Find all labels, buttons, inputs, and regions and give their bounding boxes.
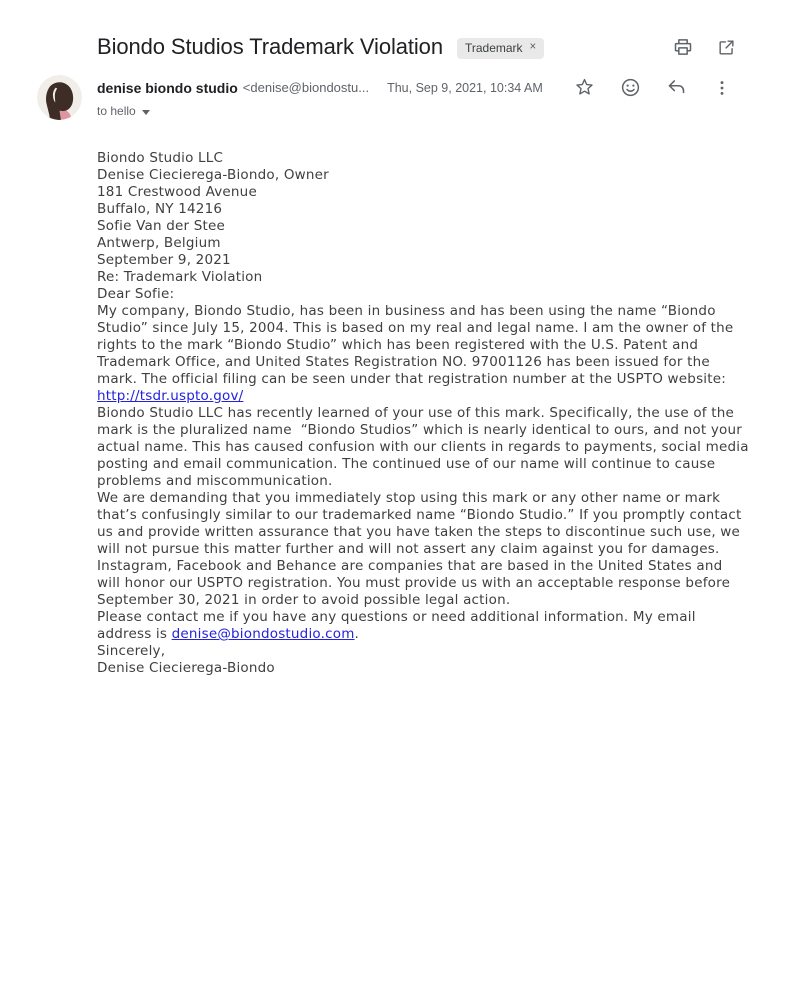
- closing: Sincerely,: [97, 643, 166, 659]
- from-line: Buffalo, NY 14216: [97, 201, 223, 217]
- date-block: [97, 252, 749, 286]
- letter-date: September 9, 2021: [97, 252, 231, 268]
- paragraph-4: Please contact me if you have any questions or need additional information. My email address is denise@biondostudio.com.: [97, 609, 696, 642]
- header-main: [97, 75, 732, 120]
- subject-row: [0, 0, 800, 60]
- recipient-dropdown[interactable]: [97, 104, 150, 118]
- email-body: [97, 150, 754, 677]
- label-chip-trademark[interactable]: [457, 38, 544, 59]
- recipient-label: to hello: [97, 104, 136, 118]
- paragraph-2: Biondo Studio LLC has recently learned of your use of this mark. Specifically, the use of the mark is the pluralized name “Biondo Studios” which is nearly identical to ours, and not your actual name. This has caused confusion with our clients in regards to payments, social media posting and email communication. The continued use of our name will continue to cause problems and miscommunication.: [97, 405, 754, 489]
- sender-avatar[interactable]: [37, 75, 82, 120]
- paragraph-3: We are demanding that you immediately stop using this mark or any other name or mark that’s confusingly similar to our trademarked name “Biondo Studio.” If you promptly contact us and provide written assurance that you have taken the steps to discontinue such use, we will not pursue this matter further and will not assert any claim against you for damages. Instagram, Facebook and Behance are companies that are based in the United States and will honor our USPTO registration. You must provide us with an acceptable response before September 30, 2021 in order to avoid possible legal action.: [97, 490, 746, 608]
- email-address-link[interactable]: denise@biondostudio.com: [171, 626, 355, 642]
- emoji-reaction-icon[interactable]: [620, 77, 641, 98]
- to-line: Sofie Van der Stee: [97, 218, 226, 234]
- message-header: [37, 75, 800, 120]
- uspto-link[interactable]: http://tsdr.uspto.gov/: [97, 388, 244, 404]
- from-line: Biondo Studio LLC: [97, 150, 224, 166]
- from-line: 181 Crestwood Avenue: [97, 184, 257, 200]
- message-date: Thu, Sep 9, 2021, 10:34 AM: [387, 80, 543, 95]
- letter-re-line: Re: Trademark Violation: [97, 269, 263, 285]
- label-chip-text: Trademark: [464, 41, 523, 55]
- from-line: Denise Ciecierega-Biondo, Owner: [97, 167, 329, 183]
- to-address-block: [97, 218, 749, 252]
- signature: Denise Ciecierega-Biondo: [97, 660, 275, 676]
- message-actions: [574, 77, 732, 98]
- sender-email: <denise@biondostu...: [242, 80, 370, 95]
- subject-actions: [673, 37, 736, 57]
- to-line: Antwerp, Belgium: [97, 235, 221, 251]
- open-in-new-icon[interactable]: [717, 38, 736, 57]
- paragraph-1: My company, Biondo Studio, has been in business and has been using the name “Biondo Studio” since July 15, 2004. This is based on my real and legal name. I am the owner of the rights to the mark “Biondo Studio” which has been registered with the U.S. Patent and Trademark Office, and United States Registration NO. 97001126 has been issued for the mark. The official filing can be seen under that registration number at the USPTO website: http://tsdr.uspto.gov/: [97, 303, 738, 404]
- reply-icon[interactable]: [666, 77, 687, 98]
- sender-row: [97, 77, 732, 98]
- star-icon[interactable]: [574, 77, 595, 98]
- email-subject: Biondo Studios Trademark Violation: [97, 34, 443, 59]
- sender-name[interactable]: denise biondo studio: [97, 79, 238, 96]
- dropdown-arrow-icon: [142, 110, 150, 115]
- from-address-block: [97, 150, 749, 218]
- label-remove-icon[interactable]: ×: [529, 41, 537, 54]
- print-icon[interactable]: [673, 37, 693, 57]
- more-options-icon[interactable]: [712, 78, 732, 98]
- salutation: Dear Sofie:: [97, 286, 175, 302]
